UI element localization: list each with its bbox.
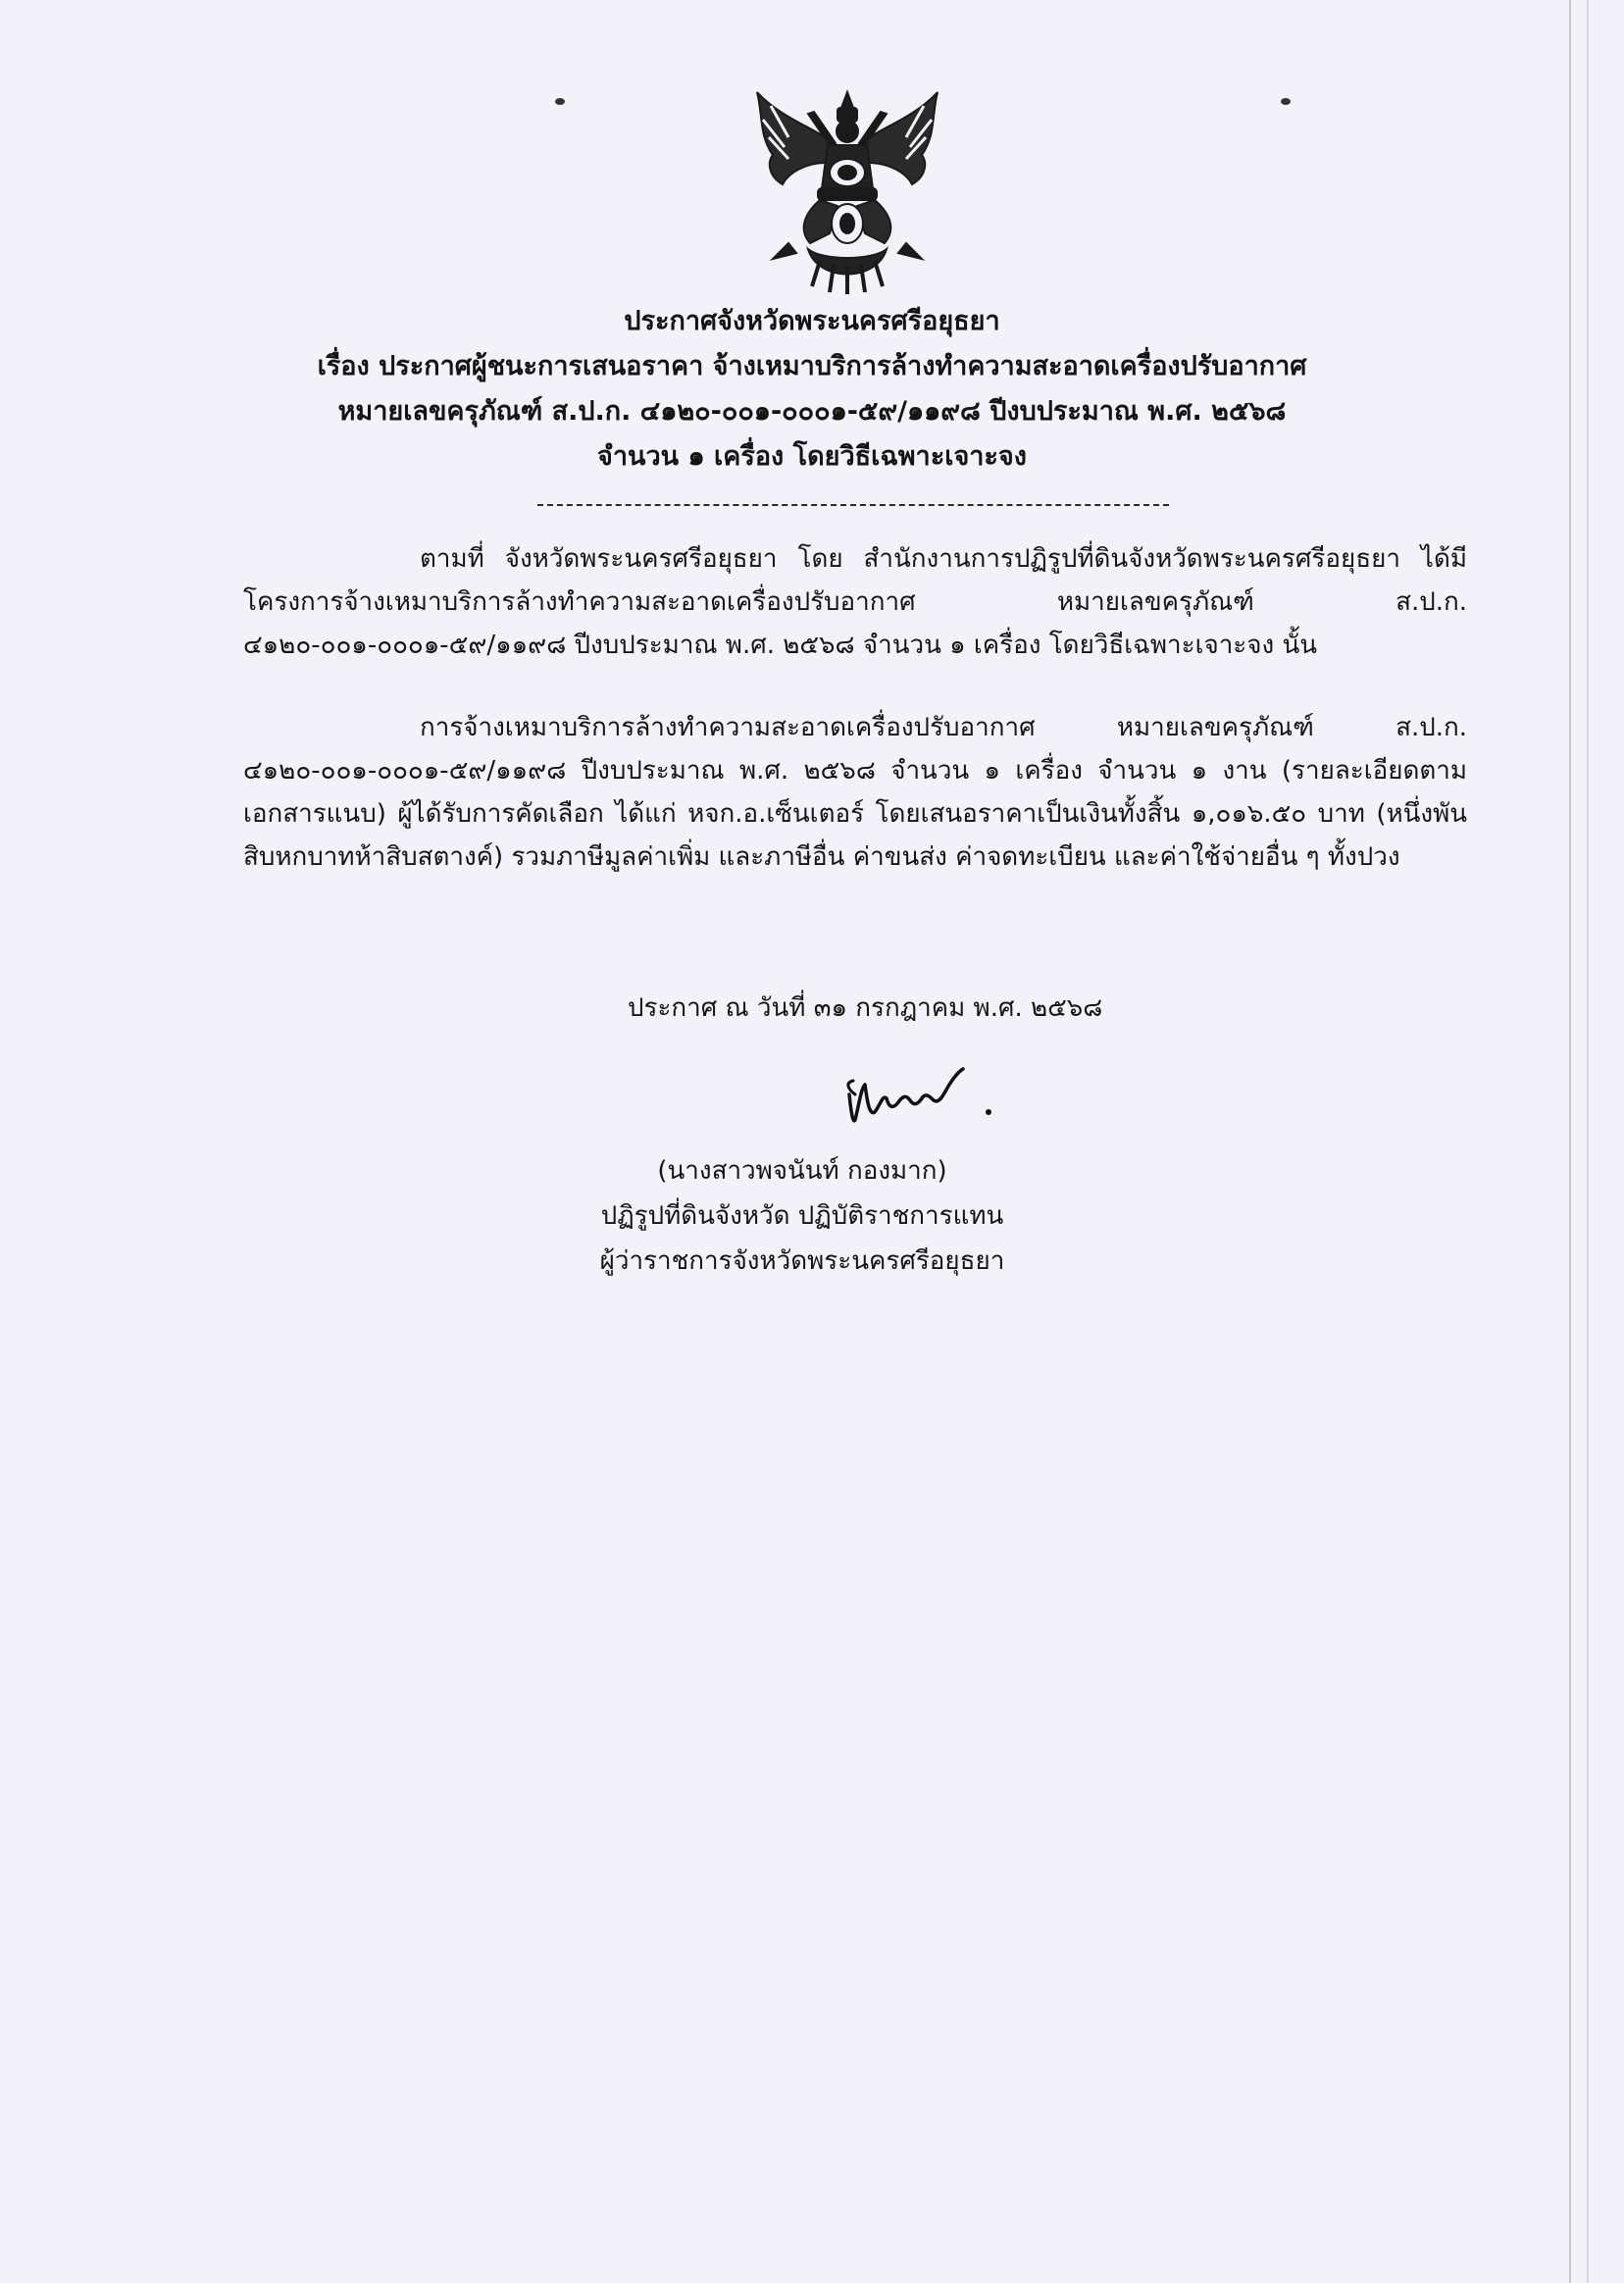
corner-mark (555, 98, 565, 105)
quantity-method-line: จำนวน ๑ เครื่อง โดยวิธีเฉพาะเจาะจง (597, 441, 1027, 472)
body-paragraph-1 (243, 537, 1467, 667)
announcement-title: ประกาศจังหวัดพระนครศรีอยุธยา (624, 306, 1000, 336)
handwritten-signature-icon (841, 1055, 1008, 1134)
corner-mark (1281, 98, 1291, 105)
garuda-emblem-icon (749, 86, 945, 296)
announcement-subject: เรื่อง ประกาศผู้ชนะการเสนอราคา จ้างเหมาบริการล้างทำความสะอาดเครื่องปรับอากาศ (317, 351, 1307, 381)
paragraph-2-text: การจ้างเหมาบริการล้างทำความสะอาดเครื่องปรับอากาศ หมายเลขครุภัณฑ์ ส.ป.ก. ๔๑๒๐-๐๐๑-๐๐๐๑-๕๙/๑๑๙๘ ปีงบประมาณ พ.ศ. ๒๕๖๘ จำนวน ๑ เครื่อง จำนวน ๑ งาน (รายละเอียดตามเอกสารแนบ) ผู้ได้รับการคัดเลือก ได้แก่ หจก.อ.เซ็นเตอร์ โดยเสนอราคาเป็นเงินทั้งสิ้น ๑,๐๑๖.๕๐ บาท (หนึ่งพันสิบหกบาทห้าสิบสตางค์) รวมภาษีมูลค่าเพิ่ม และภาษีอื่น ค่าขนส่ง ค่าจดทะเบียน และค่าใช้จ่ายอื่น ๆ ทั้งปวง (243, 713, 1467, 872)
body-paragraph-2 (243, 706, 1467, 879)
signatory-position: ปฏิรูปที่ดินจังหวัด ปฏิบัติราชการแทน (600, 1201, 1004, 1231)
scan-edge-line (1587, 0, 1589, 2283)
signatory-position-2: ผู้ว่าราชการจังหวัดพระนครศรีอยุธยา (599, 1246, 1005, 1276)
signatory-name: (นางสาวพจนันท์ กองมาก) (657, 1156, 947, 1186)
scan-edge-line (1569, 0, 1571, 2283)
announcement-date: ประกาศ ณ วันที่ ๓๑ กรกฎาคม พ.ศ. ๒๕๖๘ (628, 993, 1103, 1023)
asset-number-line: หมายเลขครุภัณฑ์ ส.ป.ก. ๔๑๒๐-๐๐๑-๐๐๐๑-๕๙/๑๑๙๘ ปีงบประมาณ พ.ศ. ๒๕๖๘ (337, 396, 1287, 427)
paragraph-1-text: ตามที่ จังหวัดพระนครศรีอยุธยา โดย สำนักงานการปฏิรูปที่ดินจังหวัดพระนครศรีอยุธยา ได้มีโครงการจ้างเหมาบริการล้างทำความสะอาดเครื่องปรับอากาศ หมายเลขครุภัณฑ์ ส.ป.ก. ๔๑๒๐-๐๐๑-๐๐๐๑-๕๙/๑๑๙๘ ปีงบประมาณ พ.ศ. ๒๕๖๘ จำนวน ๑ เครื่อง โดยวิธีเฉพาะเจาะจง นั้น (243, 544, 1467, 660)
separator-dashes (537, 504, 1169, 506)
